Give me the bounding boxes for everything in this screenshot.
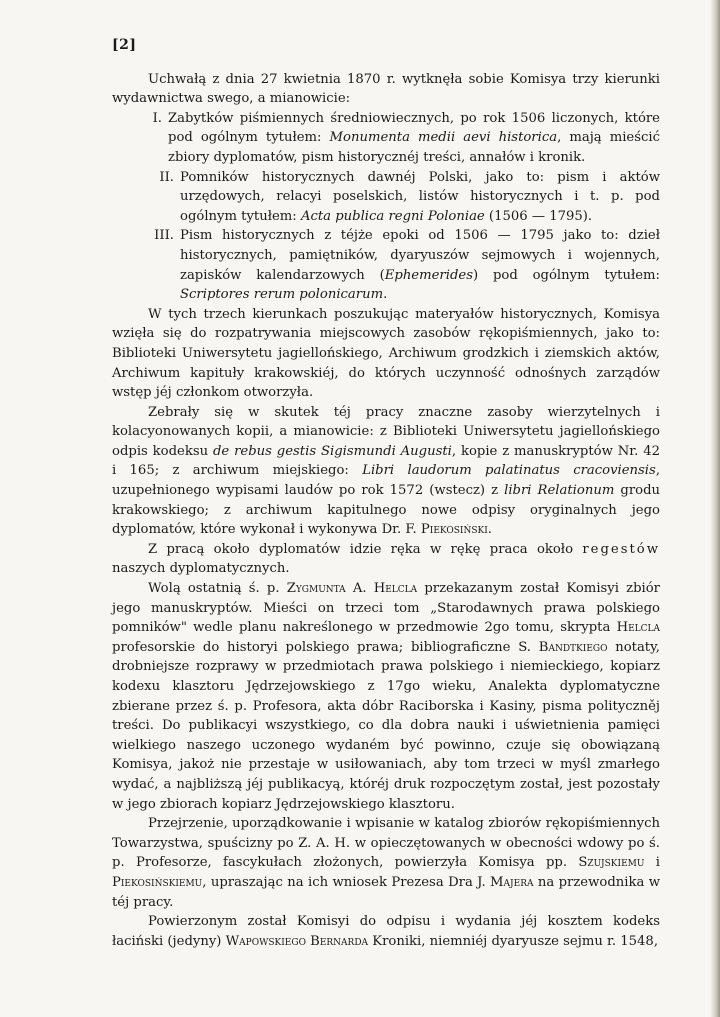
- person-name: Majera: [490, 874, 534, 890]
- paragraph-chronicle: Powierzonym został Komisyi do odpisu i wydania jéj kosztem kodeks łaciński (jedyny) Wapowskiego Bernarda Kroniki, niemniéj dyaryusze sejmu r. 1548,: [112, 914, 660, 949]
- spaced-term: regestów: [582, 541, 660, 557]
- list-item-3: [112, 226, 660, 304]
- person-name: Zygmunta A. Helcla: [286, 581, 418, 597]
- item-number: II.: [159, 169, 174, 185]
- person-name: Wapowskiego Bernarda: [225, 933, 369, 949]
- item-text: Pism historycznych z téjże epoki od 1506 — 1795 jako to: dzieł historycznych, pamiętników, dyaryuszów sejmowych i wojennych, zapisków kalendarzowych (Ephemerides) pod ogólnym tytułem: Scriptores rerum polonicarum.: [180, 228, 660, 303]
- latin-title: libri Relationum: [504, 483, 615, 499]
- item-number: III.: [154, 228, 174, 244]
- text: Uchwałą z dnia 27 kwietnia 1870 r. wytknęła sobie Komisya trzy kierunki wydawnictwa swego, a mianowicie:: [112, 71, 660, 107]
- item-text: Pomników historycznych dawnéj Polski, jako to: pism i aktów urzędowych, relacyi poselskich, listów historycznych i t. p. pod ogólnym tytułem: Acta publica regni Poloniae (1506 — 1795).: [180, 169, 660, 224]
- latin-title: Monumenta medii aevi historica: [329, 130, 558, 146]
- page-edge-shadow: [710, 0, 720, 1017]
- document-page: [112, 36, 660, 951]
- paragraph-sources: W tych trzech kierunkach poszukując materyałów historycznych, Komisya wzięła się do rozpatrywania miejscowych zasobów rękopiśmiennych, jako to: Biblioteki Uniwersytetu jagiellońskiego, Archiwum grodzkich i ziemskich aktów, Archiwum kapituły krakowskiéj, do których uczynność odnośnych zarządów wstęp jéj członkom otworzyła.: [112, 306, 660, 401]
- latin-title: Libri laudorum palatinatus cracoviensis: [362, 463, 656, 479]
- paragraph-copies: Zebrały się w skutek téj pracy znaczne zasoby wierzytelnych i kolacyonowanych kopii, a mianowicie: z Biblioteki Uniwersytetu jagiellońskiego odpis kodeksu de rebus gestis Sigismundi Augusti, kopie z manuskryptów Nr. 42 i 165; z archiwum miejskiego: Libri laudorum palatinatus cracoviensis, uzupełnionego wypisami laudów po rok 1572 (wstecz) z libri Relationum grodu krakowskiego; z archiwum kapitulnego nowe odpisy oryginalnych jego dyplomatów, które wykonał i wykonywa Dr. F. Piekosiński.: [112, 404, 661, 538]
- item-text: Zabytków piśmiennych średniowiecznych, po rok 1506 liczonych, które pod ogólnym tytułem: Monumenta medii aevi historica, mają mieścić zbiory dyplomatów, pism historycznéj treści, annałów i kronik.: [168, 110, 660, 165]
- latin-title: de rebus gestis Sigismundi Augusti: [212, 443, 452, 459]
- latin-title: Acta publica regni Poloniae: [300, 208, 485, 224]
- person-name: Piekosińskiemu: [112, 874, 203, 890]
- item-number: I.: [152, 110, 162, 126]
- person-name: Helcla: [616, 620, 660, 636]
- paragraph-catalog: Przejrzenie, uporządkowanie i wpisanie w katalog zbiorów rękopiśmiennych Towarzystwa, spuścizny po Z. A. H. w opieczętowanych w obecności wdowy po ś. p. Profesorze, fascykułach złożonych, powierzyła Komisya pp. Szujskiemu i Piekosińskiemu, upraszając na ich wniosek Prezesa Dra J. Majera na przewodnika w téj pracy.: [112, 816, 660, 910]
- person-name: Bandtkiego: [538, 639, 608, 655]
- latin-title: Scriptores rerum polonicarum: [180, 287, 384, 303]
- paragraph-regests: Z pracą około dyplomatów idzie ręka w rękę praca około regestów naszych dyplomatycznych.: [112, 541, 660, 577]
- paragraph-bequest: Wolą ostatnią ś. p. Zygmunta A. Helcla przekazanym został Komisyi zbiór jego manuskryptów. Mieści on trzeci tom „Starodawnych prawa polskiego pomników" wedle planu nakreślonego w przedmowie 2go tomu, skrypta Helcla profesorskie do historyi polskiego prawa; bibliograficzne S. Bandtkiego notaty, drobniejsze rozprawy w przedmiotach prawa polskiego i niemieckiego, kopiarz kodexu klasztoru Jędrzejowskiego z 17go wieku, Analekta dyplomatyczne zbierane przez ś. p. Profesora, akta dóbr Raciborska i Kasiny, pisma polityczněj treści. Do publikacyi wszystkiego, co dla dobra nauki i uświetnienia pamięci wielkiego naszego uczonego wydaném być powinno, czuje się obowiązaną Komisya, jakoż nie przestaje w usiłowaniach, aby tom trzeci w myśl zmarłego wydać, a najbliższą jéj publikacyą, któréj druk rozpoczętym został, jest pozostały w jego zbiorach kopiarz Jędrzejowskiego klasztoru.: [112, 581, 660, 812]
- person-name: Piekosiński: [420, 522, 488, 538]
- person-name: Szujskiemu: [578, 855, 645, 871]
- list-item-1: [112, 109, 660, 168]
- page-number: [2]: [112, 37, 137, 53]
- paragraph-resolution: [112, 70, 660, 109]
- list-item-2: [112, 168, 660, 227]
- latin-term: Ephemerides: [384, 267, 473, 283]
